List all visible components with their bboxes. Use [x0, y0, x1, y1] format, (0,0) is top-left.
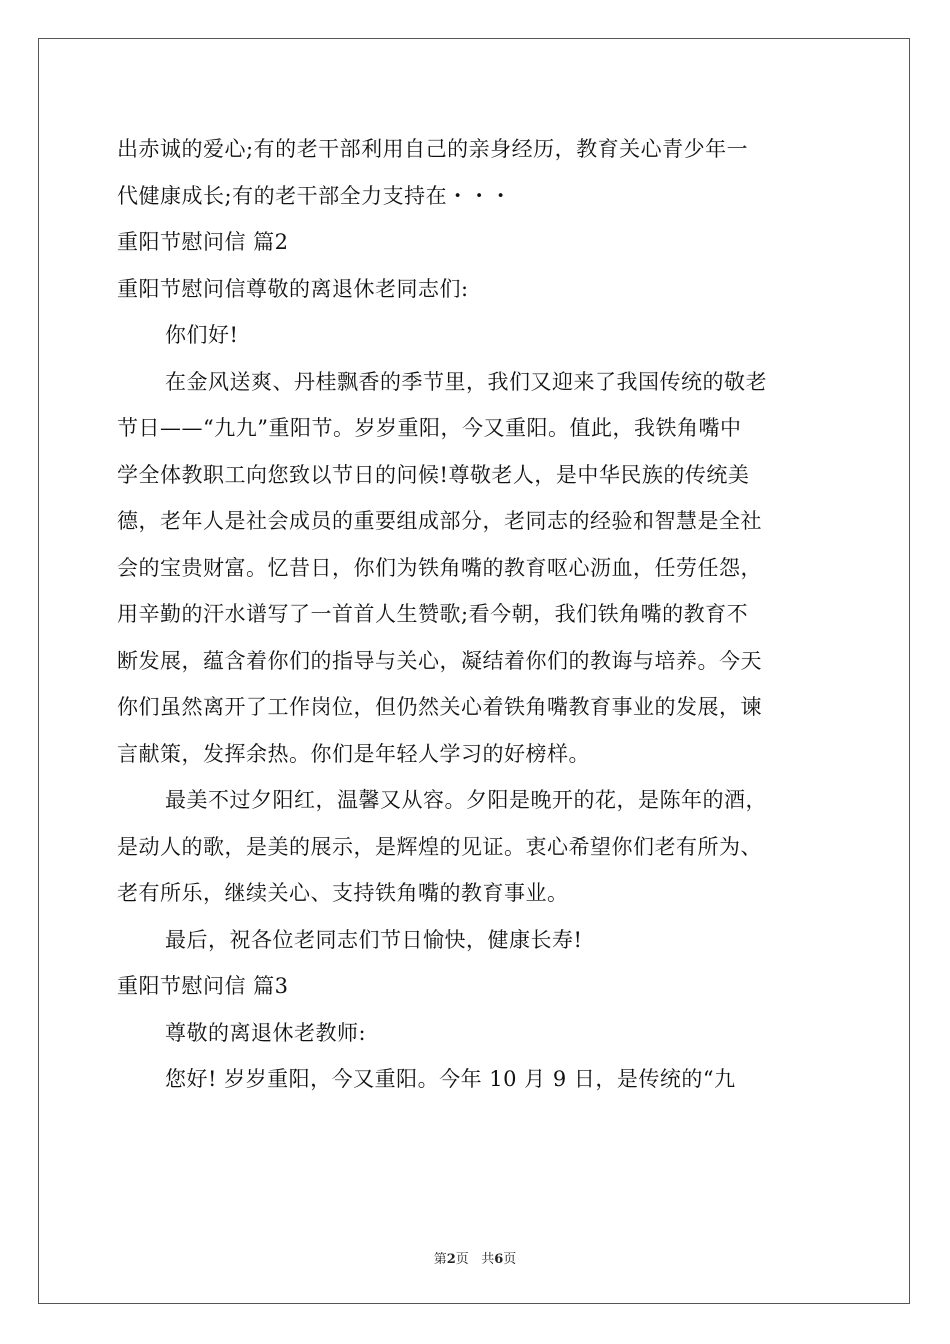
text-line: 代健康成长;有的老干部全力支持在・・・ [117, 183, 512, 208]
greeting-line: 你们好! [165, 323, 239, 347]
text-line: 最美不过夕阳红，温馨又从容。夕阳是晚开的花，是陈年的酒， [165, 788, 767, 812]
text-line: 德，老年人是社会成员的重要组成部分，老同志的经验和智慧是全社 [117, 509, 762, 533]
section-heading: 重阳节慰问信 篇3 [117, 974, 289, 998]
text-line: 您好! 岁岁重阳，今又重阳。今年 10 月 9 日，是传统的“九 [165, 1067, 736, 1091]
text-line: 学全体教职工向您致以节日的问候!尊敬老人，是中华民族的传统美 [117, 462, 750, 487]
page-prefix: 第 [433, 1252, 447, 1267]
text-line: 是动人的歌，是美的展示，是辉煌的见证。衷心希望你们老有所为、 [117, 834, 762, 859]
text-line: 节日——“九九”重阳节。岁岁重阳，今又重阳。值此，我铁角嘴中 [117, 416, 742, 440]
total-page-count: 6 [494, 1252, 504, 1267]
page-footer [0, 1248, 950, 1267]
letter-salutation: 尊敬的离退休老教师: [165, 1020, 367, 1045]
document-body [117, 126, 837, 1103]
closing-line: 最后，祝各位老同志们节日愉快，健康长寿! [165, 927, 583, 952]
text-line: 言献策，发挥余热。你们是年轻人学习的好榜样。 [117, 741, 590, 766]
text-line: 用辛勤的汗水谱写了一首首人生赞歌;看今朝，我们铁角嘴的教育不 [117, 602, 749, 626]
text-line: 会的宝贵财富。忆昔日，你们为铁角嘴的教育呕心沥血，任劳任怨， [117, 555, 762, 580]
section-heading: 重阳节慰问信 篇2 [117, 230, 289, 254]
letter-salutation: 重阳节慰问信尊敬的离退休老同志们: [117, 276, 469, 301]
text-line: 你们虽然离开了工作岗位，但仍然关心着铁角嘴教育事业的发展，谏 [117, 695, 762, 719]
text-line: 出赤诚的爱心;有的老干部利用自己的亲身经历，教育关心青少年一 [117, 137, 749, 161]
text-line: 在金风送爽、丹桂飘香的季节里，我们又迎来了我国传统的敬老 [165, 369, 767, 394]
text-line: 老有所乐，继续关心、支持铁角嘴的教育事业。 [117, 881, 569, 905]
total-prefix: 共 [481, 1252, 495, 1267]
current-page-number: 2 [446, 1252, 456, 1267]
text-line: 断发展，蕴含着你们的指导与关心，凝结着你们的教诲与培养。今天 [117, 648, 762, 673]
total-suffix: 页 [503, 1252, 517, 1267]
page-suffix: 页 [455, 1252, 469, 1267]
